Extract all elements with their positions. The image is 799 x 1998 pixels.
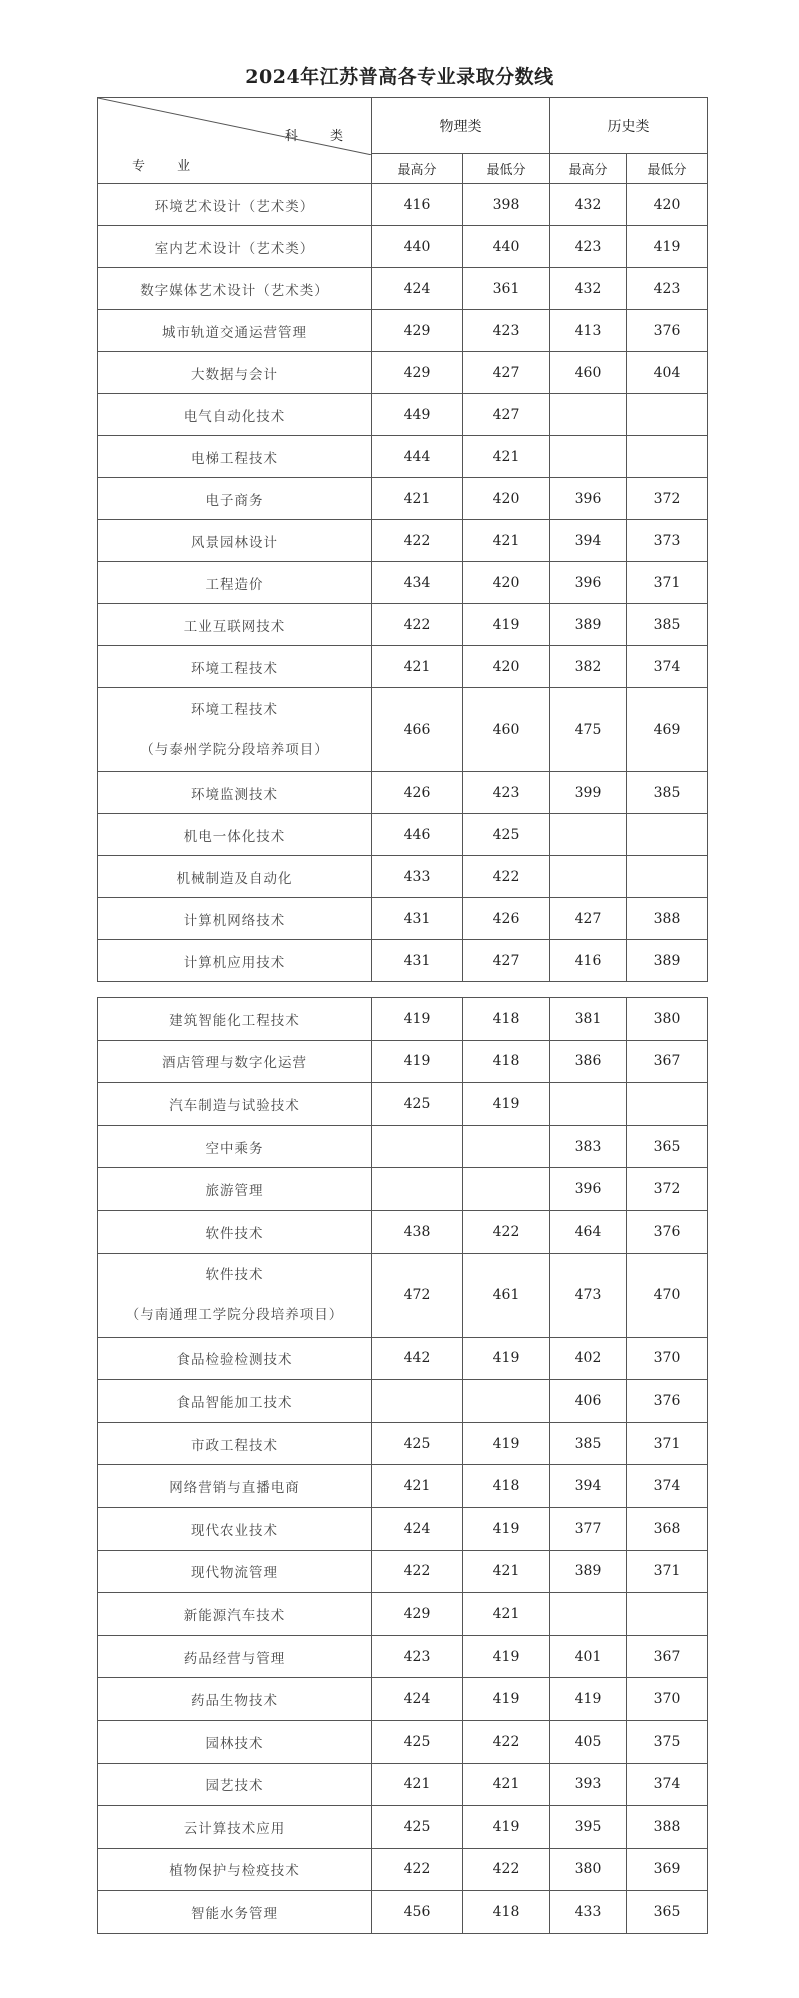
history-min-cell: 369 [627, 1848, 708, 1891]
history-max-cell [550, 394, 627, 436]
major-cell [98, 998, 372, 1041]
header-row [98, 98, 708, 154]
major-cell [98, 1720, 372, 1763]
major-cell [98, 688, 372, 772]
major-label: 专 业 [132, 159, 205, 174]
history-max-cell: 394 [550, 1465, 627, 1508]
major-name: 云计算技术应用 [183, 1820, 286, 1837]
major-cell [98, 1380, 372, 1423]
history-min-cell: 374 [627, 646, 708, 688]
history-max-cell [550, 856, 627, 898]
physics-min-cell: 419 [463, 1083, 550, 1126]
table-row [98, 1891, 708, 1934]
major-cell [98, 646, 372, 688]
history-max-cell: 460 [550, 352, 627, 394]
major-cell [98, 226, 372, 268]
physics-max-cell: 472 [372, 1253, 463, 1337]
physics-max-cell: 426 [372, 772, 463, 814]
physics-min-cell: 460 [463, 688, 550, 772]
history-min-cell: 372 [627, 478, 708, 520]
history-max-cell: 394 [550, 520, 627, 562]
history-min-cell: 373 [627, 520, 708, 562]
history-max-cell: 386 [550, 1040, 627, 1083]
history-min-header: 最低分 [627, 154, 708, 184]
physics-min-cell: 422 [463, 1720, 550, 1763]
history-min-cell: 368 [627, 1507, 708, 1550]
table-row [98, 646, 708, 688]
physics-max-cell: 424 [372, 1507, 463, 1550]
physics-max-cell: 438 [372, 1210, 463, 1253]
major-name: 药品经营与管理 [183, 1650, 286, 1667]
history-max-cell: 395 [550, 1806, 627, 1849]
history-min-cell [627, 394, 708, 436]
history-min-cell: 365 [627, 1891, 708, 1934]
physics-max-cell: 429 [372, 310, 463, 352]
history-max-cell: 423 [550, 226, 627, 268]
physics-max-cell: 429 [372, 352, 463, 394]
history-max-cell: 389 [550, 1550, 627, 1593]
table-row [98, 1337, 708, 1380]
major-name: 食品检验检测技术 [176, 1352, 293, 1369]
score-table-part1 [97, 97, 708, 982]
physics-max-cell: 425 [372, 1720, 463, 1763]
history-min-cell: 374 [627, 1465, 708, 1508]
history-max-cell: 377 [550, 1507, 627, 1550]
major-name: 环境工程技术 [191, 660, 278, 677]
physics-max-cell: 456 [372, 1891, 463, 1934]
major-name: 软件技术 [205, 1225, 264, 1242]
major-cell [98, 1763, 372, 1806]
history-max-cell: 396 [550, 1168, 627, 1211]
physics-min-cell: 419 [463, 1422, 550, 1465]
major-name: 旅游管理 [205, 1183, 264, 1200]
physics-min-cell: 419 [463, 604, 550, 646]
physics-min-cell: 421 [463, 436, 550, 478]
table-row [98, 998, 708, 1041]
history-max-cell: 475 [550, 688, 627, 772]
physics-min-cell: 423 [463, 772, 550, 814]
physics-max-cell: 440 [372, 226, 463, 268]
major-cell [98, 1040, 372, 1083]
physics-max-cell: 421 [372, 1763, 463, 1806]
major-cell [98, 1125, 372, 1168]
history-max-cell: 380 [550, 1848, 627, 1891]
major-cell [98, 310, 372, 352]
table-row [98, 1125, 708, 1168]
major-name: 园艺技术 [205, 1778, 264, 1795]
history-min-cell: 385 [627, 772, 708, 814]
physics-max-cell: 423 [372, 1635, 463, 1678]
history-max-cell: 396 [550, 562, 627, 604]
physics-min-cell: 422 [463, 1210, 550, 1253]
history-min-cell: 388 [627, 898, 708, 940]
history-max-header: 最高分 [550, 154, 627, 184]
major-name: 环境工程技术 [191, 701, 278, 718]
history-max-cell [550, 814, 627, 856]
history-min-cell: 470 [627, 1253, 708, 1337]
history-max-cell [550, 436, 627, 478]
table-row [98, 562, 708, 604]
major-name: 电子商务 [205, 492, 264, 509]
major-cell [98, 772, 372, 814]
physics-min-cell: 426 [463, 898, 550, 940]
history-max-cell: 396 [550, 478, 627, 520]
major-name: 计算机应用技术 [183, 954, 286, 971]
major-cell [98, 1465, 372, 1508]
major-name: 机电一体化技术 [183, 828, 286, 845]
physics-max-cell: 419 [372, 1040, 463, 1083]
history-max-cell: 383 [550, 1125, 627, 1168]
history-max-cell: 416 [550, 940, 627, 982]
table-row [98, 1593, 708, 1636]
history-min-cell: 371 [627, 1422, 708, 1465]
physics-max-cell: 421 [372, 1465, 463, 1508]
major-name: 建筑智能化工程技术 [169, 1012, 300, 1029]
table-row [98, 268, 708, 310]
major-name: 智能水务管理 [191, 1906, 278, 1923]
table-row [98, 1422, 708, 1465]
major-cell [98, 436, 372, 478]
physics-max-cell: 424 [372, 268, 463, 310]
table-row [98, 394, 708, 436]
physics-max-cell: 422 [372, 1848, 463, 1891]
history-min-cell: 374 [627, 1763, 708, 1806]
history-max-cell: 401 [550, 1635, 627, 1678]
history-min-cell [627, 1593, 708, 1636]
major-name: 酒店管理与数字化运营 [162, 1055, 307, 1072]
major-cell [98, 394, 372, 436]
physics-max-cell: 421 [372, 478, 463, 520]
diagonal-header-cell [98, 98, 372, 184]
major-name: 数字媒体艺术设计（艺术类） [140, 282, 329, 299]
history-max-cell: 464 [550, 1210, 627, 1253]
physics-min-cell: 420 [463, 562, 550, 604]
history-min-cell: 404 [627, 352, 708, 394]
table-row [98, 478, 708, 520]
physics-max-cell: 446 [372, 814, 463, 856]
history-min-cell: 419 [627, 226, 708, 268]
table-row [98, 772, 708, 814]
major-cell [98, 1806, 372, 1849]
history-min-cell: 370 [627, 1678, 708, 1721]
major-cell [98, 1891, 372, 1934]
physics-min-cell: 421 [463, 520, 550, 562]
history-min-cell: 372 [627, 1168, 708, 1211]
table-row [98, 1040, 708, 1083]
table-row [98, 1806, 708, 1849]
physics-min-cell: 423 [463, 310, 550, 352]
physics-min-cell: 418 [463, 998, 550, 1041]
major-name: 空中乘务 [205, 1140, 264, 1157]
history-max-cell [550, 1593, 627, 1636]
major-name: 食品智能加工技术 [176, 1394, 293, 1411]
table-row [98, 1507, 708, 1550]
major-name: 药品生物技术 [191, 1693, 278, 1710]
physics-min-cell: 418 [463, 1040, 550, 1083]
table-row [98, 1720, 708, 1763]
table-row [98, 1380, 708, 1423]
major-cell [98, 814, 372, 856]
physics-max-cell: 422 [372, 520, 463, 562]
physics-min-header: 最低分 [463, 154, 550, 184]
history-max-cell: 389 [550, 604, 627, 646]
history-min-cell: 371 [627, 1550, 708, 1593]
physics-min-cell: 461 [463, 1253, 550, 1337]
history-min-cell [627, 856, 708, 898]
physics-min-cell: 427 [463, 352, 550, 394]
physics-max-cell: 449 [372, 394, 463, 436]
history-max-cell: 432 [550, 184, 627, 226]
history-min-cell [627, 436, 708, 478]
major-name: 植物保护与检疫技术 [169, 1863, 300, 1880]
table-row [98, 1678, 708, 1721]
major-name: 工业互联网技术 [183, 618, 286, 635]
score-table-part2 [97, 997, 708, 1934]
history-min-cell: 371 [627, 562, 708, 604]
category-label: 科 类 [284, 129, 357, 144]
physics-max-cell: 444 [372, 436, 463, 478]
table-row [98, 898, 708, 940]
history-min-cell: 420 [627, 184, 708, 226]
table-row [98, 352, 708, 394]
history-max-cell: 419 [550, 1678, 627, 1721]
history-min-cell [627, 814, 708, 856]
table-row [98, 1465, 708, 1508]
table-row [98, 688, 708, 772]
history-max-cell: 427 [550, 898, 627, 940]
history-max-cell [550, 1083, 627, 1126]
major-cell [98, 562, 372, 604]
history-min-cell: 367 [627, 1635, 708, 1678]
history-min-cell [627, 1083, 708, 1126]
physics-min-cell: 421 [463, 1593, 550, 1636]
history-min-cell: 469 [627, 688, 708, 772]
history-max-cell: 399 [550, 772, 627, 814]
history-min-cell: 376 [627, 1380, 708, 1423]
table-row [98, 856, 708, 898]
physics-min-cell: 419 [463, 1635, 550, 1678]
major-name: 汽车制造与试验技术 [169, 1097, 300, 1114]
major-name: 电气自动化技术 [183, 408, 286, 425]
physics-min-cell: 422 [463, 1848, 550, 1891]
history-max-cell: 405 [550, 1720, 627, 1763]
major-name: 工程造价 [205, 576, 264, 593]
physics-min-cell: 421 [463, 1550, 550, 1593]
physics-min-cell: 418 [463, 1891, 550, 1934]
physics-min-cell: 422 [463, 856, 550, 898]
major-cell [98, 1337, 372, 1380]
major-name: 城市轨道交通运营管理 [162, 324, 307, 341]
history-max-cell: 393 [550, 1763, 627, 1806]
physics-min-cell: 420 [463, 646, 550, 688]
major-name: 室内艺术设计（艺术类） [154, 240, 315, 257]
physics-min-cell: 361 [463, 268, 550, 310]
physics-min-cell [463, 1125, 550, 1168]
history-max-cell: 433 [550, 1891, 627, 1934]
table-row [98, 1635, 708, 1678]
history-max-cell: 432 [550, 268, 627, 310]
major-name: 园林技术 [205, 1735, 264, 1752]
table-row [98, 226, 708, 268]
table-row [98, 1550, 708, 1593]
major-cell [98, 1168, 372, 1211]
physics-max-cell: 433 [372, 856, 463, 898]
major-cell [98, 1083, 372, 1126]
table-row [98, 814, 708, 856]
physics-min-cell [463, 1380, 550, 1423]
major-name: 市政工程技术 [191, 1437, 278, 1454]
physics-min-cell: 427 [463, 940, 550, 982]
physics-max-cell: 431 [372, 898, 463, 940]
physics-max-cell: 422 [372, 1550, 463, 1593]
history-min-cell: 380 [627, 998, 708, 1041]
table-row [98, 184, 708, 226]
page-title: 2024年江苏普高各专业录取分数线 [245, 66, 554, 88]
physics-min-cell: 419 [463, 1507, 550, 1550]
history-min-cell: 367 [627, 1040, 708, 1083]
table-row [98, 940, 708, 982]
major-name: 风景园林设计 [191, 534, 278, 551]
major-name: 大数据与会计 [191, 366, 278, 383]
history-max-cell: 382 [550, 646, 627, 688]
major-cell [98, 1550, 372, 1593]
history-min-cell: 365 [627, 1125, 708, 1168]
major-name: 网络营销与直播电商 [169, 1480, 300, 1497]
major-cell [98, 1678, 372, 1721]
physics-min-cell [463, 1168, 550, 1211]
major-name: 计算机网络技术 [183, 912, 286, 929]
history-min-cell: 375 [627, 1720, 708, 1763]
table-row [98, 1763, 708, 1806]
history-max-cell: 402 [550, 1337, 627, 1380]
physics-max-cell: 466 [372, 688, 463, 772]
history-max-cell: 413 [550, 310, 627, 352]
history-min-cell: 370 [627, 1337, 708, 1380]
history-max-cell: 385 [550, 1422, 627, 1465]
physics-max-cell: 442 [372, 1337, 463, 1380]
table-row [98, 310, 708, 352]
table-row [98, 1168, 708, 1211]
major-name: 机械制造及自动化 [176, 870, 293, 887]
physics-max-cell: 419 [372, 998, 463, 1041]
major-cell [98, 1635, 372, 1678]
history-min-cell: 423 [627, 268, 708, 310]
history-max-cell: 381 [550, 998, 627, 1041]
major-cell [98, 856, 372, 898]
physics-max-cell: 425 [372, 1083, 463, 1126]
major-cell [98, 604, 372, 646]
history-min-cell: 376 [627, 1210, 708, 1253]
history-min-cell: 385 [627, 604, 708, 646]
physics-max-cell: 416 [372, 184, 463, 226]
table-row [98, 520, 708, 562]
physics-max-cell: 434 [372, 562, 463, 604]
major-cell [98, 898, 372, 940]
major-name: 电梯工程技术 [191, 450, 278, 467]
physics-min-cell: 418 [463, 1465, 550, 1508]
major-cell [98, 268, 372, 310]
history-header: 历史类 [550, 98, 708, 154]
major-cell [98, 1253, 372, 1337]
major-name: 软件技术 [205, 1267, 264, 1284]
major-cell [98, 1210, 372, 1253]
physics-min-cell: 421 [463, 1763, 550, 1806]
table-row [98, 604, 708, 646]
major-cell [98, 940, 372, 982]
major-name: 现代物流管理 [191, 1565, 278, 1582]
physics-min-cell: 419 [463, 1337, 550, 1380]
major-cell [98, 352, 372, 394]
physics-header: 物理类 [372, 98, 550, 154]
major-cell [98, 1507, 372, 1550]
major-program-note: （与泰州学院分段培养项目） [140, 741, 329, 758]
physics-min-cell: 398 [463, 184, 550, 226]
table-row [98, 1210, 708, 1253]
major-cell [98, 1593, 372, 1636]
physics-min-cell: 419 [463, 1678, 550, 1721]
major-program-note: （与南通理工学院分段培养项目） [125, 1307, 344, 1324]
physics-min-cell: 440 [463, 226, 550, 268]
physics-max-cell [372, 1125, 463, 1168]
history-max-cell: 473 [550, 1253, 627, 1337]
physics-max-cell: 421 [372, 646, 463, 688]
major-name: 环境监测技术 [191, 786, 278, 803]
physics-max-cell: 425 [372, 1422, 463, 1465]
physics-max-cell: 424 [372, 1678, 463, 1721]
physics-max-cell [372, 1380, 463, 1423]
history-min-cell: 376 [627, 310, 708, 352]
major-cell [98, 478, 372, 520]
physics-min-cell: 420 [463, 478, 550, 520]
major-cell [98, 520, 372, 562]
major-name: 环境艺术设计（艺术类） [154, 198, 315, 215]
physics-max-cell: 429 [372, 1593, 463, 1636]
history-min-cell: 389 [627, 940, 708, 982]
major-name: 现代农业技术 [191, 1522, 278, 1539]
physics-min-cell: 427 [463, 394, 550, 436]
physics-max-cell: 431 [372, 940, 463, 982]
physics-max-cell [372, 1168, 463, 1211]
history-max-cell: 406 [550, 1380, 627, 1423]
table-row [98, 1253, 708, 1337]
table-row [98, 1083, 708, 1126]
major-name: 新能源汽车技术 [183, 1607, 286, 1624]
physics-max-header: 最高分 [372, 154, 463, 184]
major-cell [98, 184, 372, 226]
table-row [98, 1848, 708, 1891]
physics-max-cell: 422 [372, 604, 463, 646]
physics-min-cell: 419 [463, 1806, 550, 1849]
physics-min-cell: 425 [463, 814, 550, 856]
major-cell [98, 1848, 372, 1891]
history-min-cell: 388 [627, 1806, 708, 1849]
table-row [98, 436, 708, 478]
major-cell [98, 1422, 372, 1465]
physics-max-cell: 425 [372, 1806, 463, 1849]
